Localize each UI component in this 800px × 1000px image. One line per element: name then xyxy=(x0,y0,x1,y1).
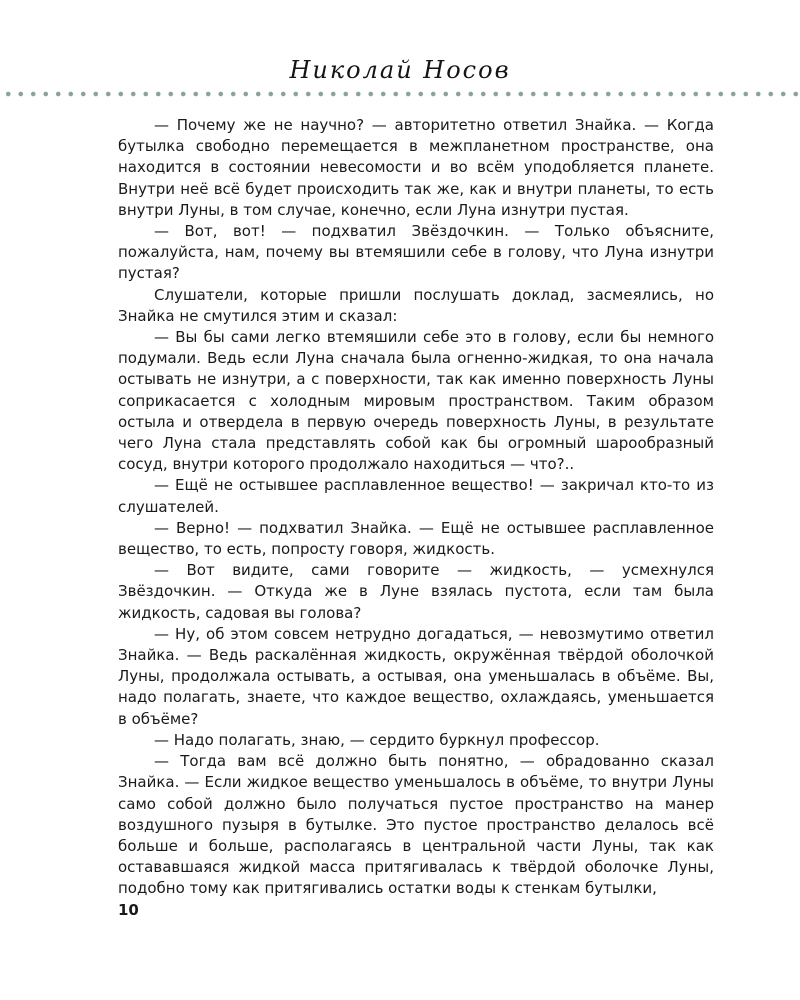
paragraph: — Тогда вам всё должно быть понятно, — обрадованно сказал Знайка. — Если жидкое вещество уменьшалось в объёме, то внутри Луны само собой должно было получаться пустое пространство на манер воздушного пузыря в бутылке. Это пустое пространство делалось всё больше и больше, располагаясь в центральной части Луны, так как остававшаяся жидкой масса притягивалась к твёрдой оболочке Луны, подобно тому как притягивались остатки воды к стенкам бутылки, xyxy=(118,752,714,898)
paragraph: — Вот, вот! — подхватил Звёздочкин. — Только объясните, пожалуйста, нам, почему вы втемяшили себе в голову, что Луна изнутри пустая? xyxy=(118,222,714,283)
paragraph: — Ну, об этом совсем нетрудно догадаться, — невозмутимо ответил Знайка. — Ведь раскалённая жидкость, окружённая твёрдой оболочкой Луны, продолжала остывать, а остывая, она уменьшалась в объёме. Вы, надо полагать, знаете, что каждое вещество, охлаждаясь, уменьшается в объёме? xyxy=(118,624,714,728)
dotted-divider xyxy=(0,91,800,97)
paragraph: — Вы бы сами легко втемяшили себе это в голову, если бы немного подумали. Ведь если Луна сначала была огненно-жидкая, то она начала остывать не изнутри, а с поверхности, так как именно поверхность Луны соприкасается с холодным мировым пространством. Таким образом остыла и отвердела в первую очередь поверхность Луны, в результате чего Луна стала представлять собой как бы огромный шарообразный сосуд, внутри которого продолжало находиться — что?.. xyxy=(118,328,714,474)
author-name: Николай Носов xyxy=(289,56,511,84)
paragraph: — Верно! — подхватил Знайка. — Ещё не остывшее расплавленное вещество, то есть, попросту говоря, жидкость. xyxy=(118,518,714,559)
paragraph: — Ещё не остывшее расплавленное вещество! — закричал кто-то из слушателей. xyxy=(118,476,714,516)
paragraph: Слушатели, которые пришли послушать доклад, засмеялись, но Знайка не смутился этим и сказал: xyxy=(118,285,714,325)
page-number: 10 xyxy=(118,901,139,919)
paragraph: — Вот видите, сами говорите — жидкость, — усмехнулся Звёздочкин. — Откуда же в Луне взялась пустота, если там была жидкость, садовая вы голова? xyxy=(118,561,714,622)
paragraph: — Почему же не научно? — авторитетно ответил Знайка. — Когда бутылка свободно перемещается в межпланетном пространстве, она находится в состоянии невесомости и во всём уподобляется планете. Внутри неё всё будет происходить так же, как и внутри планеты, то есть внутри Луны, в том случае, конечно, если Луна изнутри пустая. xyxy=(118,116,714,219)
body-text xyxy=(118,115,714,900)
paragraph: — Надо полагать, знаю, — сердито буркнул профессор. xyxy=(154,730,600,749)
running-header xyxy=(0,56,800,84)
